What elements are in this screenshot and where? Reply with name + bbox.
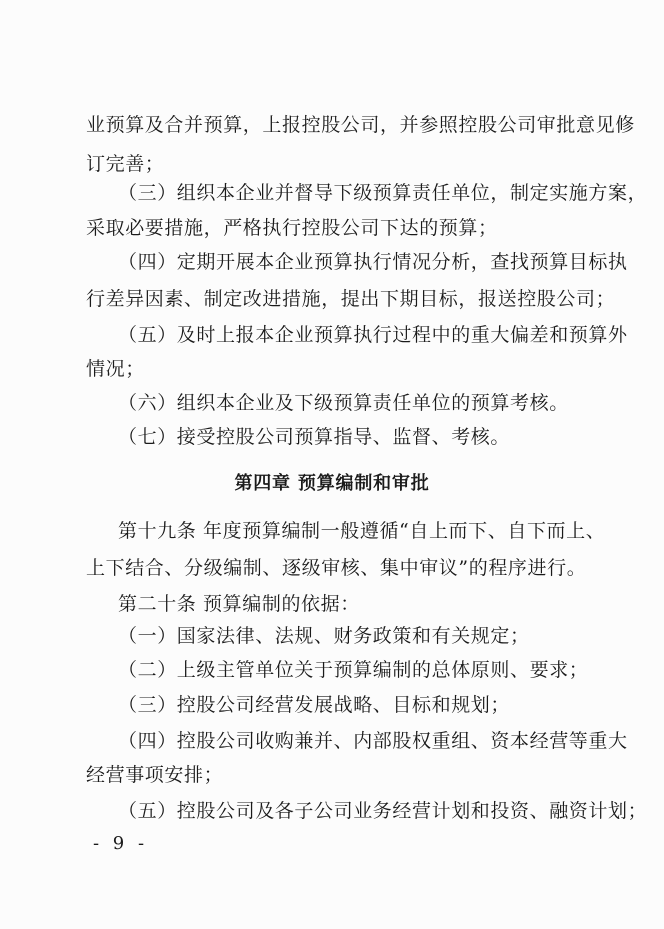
text-line-7: （五）及时上报本企业预算执行过程中的重大偏差和预算外 xyxy=(118,324,628,346)
article-20-item-4-line-2: 经营事项安排； xyxy=(86,764,224,786)
text-line-10: （七）接受控股公司预算指导、监督、考核。 xyxy=(118,426,511,448)
text-line-1: 业预算及合并预算，上报控股公司，并参照控股公司审批意见修 xyxy=(86,114,635,136)
text-line-2: 订完善； xyxy=(86,153,165,175)
text-line-9: （六）组织本企业及下级预算责任单位的预算考核。 xyxy=(118,392,569,414)
article-20-item-1: （一）国家法律、法规、财务政策和有关规定； xyxy=(118,625,530,647)
chapter-heading: 第四章 预算编制和审批 xyxy=(234,473,430,494)
text-line-8: 情况； xyxy=(86,358,145,380)
article-19-line-2: 上下结合、分级编制、逐级审核、集中审议”的程序进行。 xyxy=(86,557,587,579)
text-line-5: （四）定期开展本企业预算执行情况分析，查找预算目标执 xyxy=(118,251,628,273)
text-line-6: 行差异因素、制定改进措施，提出下期目标，报送控股公司； xyxy=(86,288,616,310)
text-line-3: （三）组织本企业并督导下级预算责任单位，制定实施方案， xyxy=(118,182,648,204)
article-20-item-3: （三）控股公司经营发展战略、目标和规划； xyxy=(118,694,511,716)
page-number: - 9 - xyxy=(93,833,149,854)
article-20-title: 第二十条 预算编制的依据： xyxy=(118,593,360,615)
article-20-item-2: （二）上级主管单位关于预算编制的总体原则、要求； xyxy=(118,659,589,681)
article-20-item-4-line-1: （四）控股公司收购兼并、内部股权重组、资本经营等重大 xyxy=(118,730,628,752)
article-20-item-5: （五）控股公司及各子公司业务经营计划和投资、融资计划； xyxy=(118,800,648,822)
text-line-4: 采取必要措施，严格执行控股公司下达的预算； xyxy=(86,217,498,239)
article-19-line-1: 第十九条 年度预算编制一般遵循“自上而下、自下而上、 xyxy=(118,520,606,542)
